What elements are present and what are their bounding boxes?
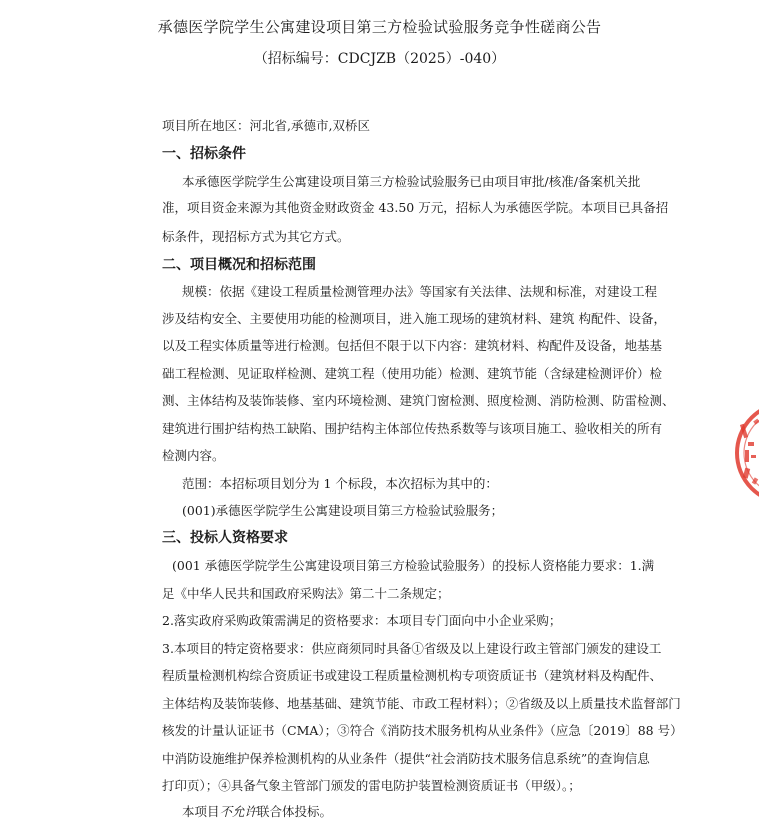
section-3-consortium	[182, 804, 332, 820]
section-2-lot: (001)承德医学院学生公寓建设项目第三方检验试验服务；	[182, 503, 504, 518]
section-3-line-6: 主体结构及装饰装修、地基基础、建筑节能、市政工程材料）；②省级及以上质量技术监督部门	[162, 696, 681, 711]
section-2-line-6: 建筑进行围护结构热工缺陷、围护结构主体部位传热系数等与该项目施工、验收相关的所有	[162, 421, 663, 436]
section-1-line-1: 本承德医学院学生公寓建设项目第三方检验试验服务已由项目审批/核准/备案机关批	[182, 174, 641, 189]
section-3-line-4: 3.本项目的特定资格要求：供应商须同时具备①省级及以上建设行政主管部门颁发的建设工	[162, 641, 662, 656]
section-1-line-3: 标条件，现招标方式为其它方式。	[162, 229, 350, 244]
section-2-line-4: 础工程检测、见证取样检测、建筑工程（使用功能）检测、建筑节能（含绿建检测评价）检	[162, 366, 663, 381]
section-2-line-2: 涉及结构安全、主要使用功能的检测项目，进入施工现场的建筑材料、建筑 构配件、设备，	[162, 311, 666, 326]
section-3-line-8: 中消防设施维护保养检测机构的从业条件（提供“社会消防技术服务信息系统”的查询信息	[162, 751, 650, 766]
section-2-scope: 范围：本招标项目划分为 1 个标段，本次招标为其中的：	[182, 476, 498, 491]
section-3-line-7: 核发的计量认证证书（CMA）；③符合《消防技术服务机构从业条件》（应急〔2019〕88 号）	[162, 723, 683, 738]
consortium-suffix: 联合体投标。	[257, 804, 333, 819]
section-1-heading: 一、招标条件	[162, 146, 246, 162]
section-3-line-3: 2.落实政府采购政策需满足的资格要求：本项目专门面向中小企业采购；	[162, 613, 562, 628]
section-3-line-9: 打印页）；④具备气象主管部门颁发的雷电防护装置检测资质证书（甲级）。；	[162, 778, 581, 793]
project-location: 项目所在地区：河北省,承德市,双桥区	[162, 118, 370, 133]
section-2-line-3: 以及工程实体质量等进行检测。包括但不限于以下内容：建筑材料、构配件及设备，地基基	[162, 338, 663, 353]
section-3-line-1: (001 承德医学院学生公寓建设项目第三方检验试验服务）的投标人资格能力要求：1.满	[172, 558, 655, 573]
consortium-not-allowed: 不允许	[219, 804, 258, 819]
document-title: 承德医学院学生公寓建设项目第三方检验试验服务竞争性磋商公告	[157, 18, 602, 36]
bid-number: （招标编号：CDCJZB（2025）-040）	[253, 51, 506, 67]
consortium-prefix: 本项目	[182, 804, 220, 819]
section-2-line-7: 检测内容。	[162, 448, 225, 463]
section-1-line-2: 准，项目资金来源为其他资金财政资金 43.50 万元，招标人为承德医学院。本项目已具备招	[162, 200, 669, 215]
section-2-heading: 二、项目概况和招标范围	[162, 257, 316, 273]
section-2-line-5: 测、主体结构及装饰装修、室内环境检测、建筑门窗检测、照度检测、消防检测、防雷检测、	[162, 393, 675, 408]
official-seal-stamp	[732, 398, 759, 508]
section-3-heading: 三、投标人资格要求	[162, 530, 288, 546]
section-3-line-5: 程质量检测机构综合资质证书或建设工程质量检测机构专项资质证书（建筑材料及构配件、	[162, 668, 663, 683]
section-2-line-1: 规模：依据《建设工程质量检测管理办法》等国家有关法律、法规和标准，对建设工程	[182, 284, 658, 299]
section-3-line-2: 足《中华人民共和国政府采购法》第二十二条规定；	[162, 586, 450, 601]
